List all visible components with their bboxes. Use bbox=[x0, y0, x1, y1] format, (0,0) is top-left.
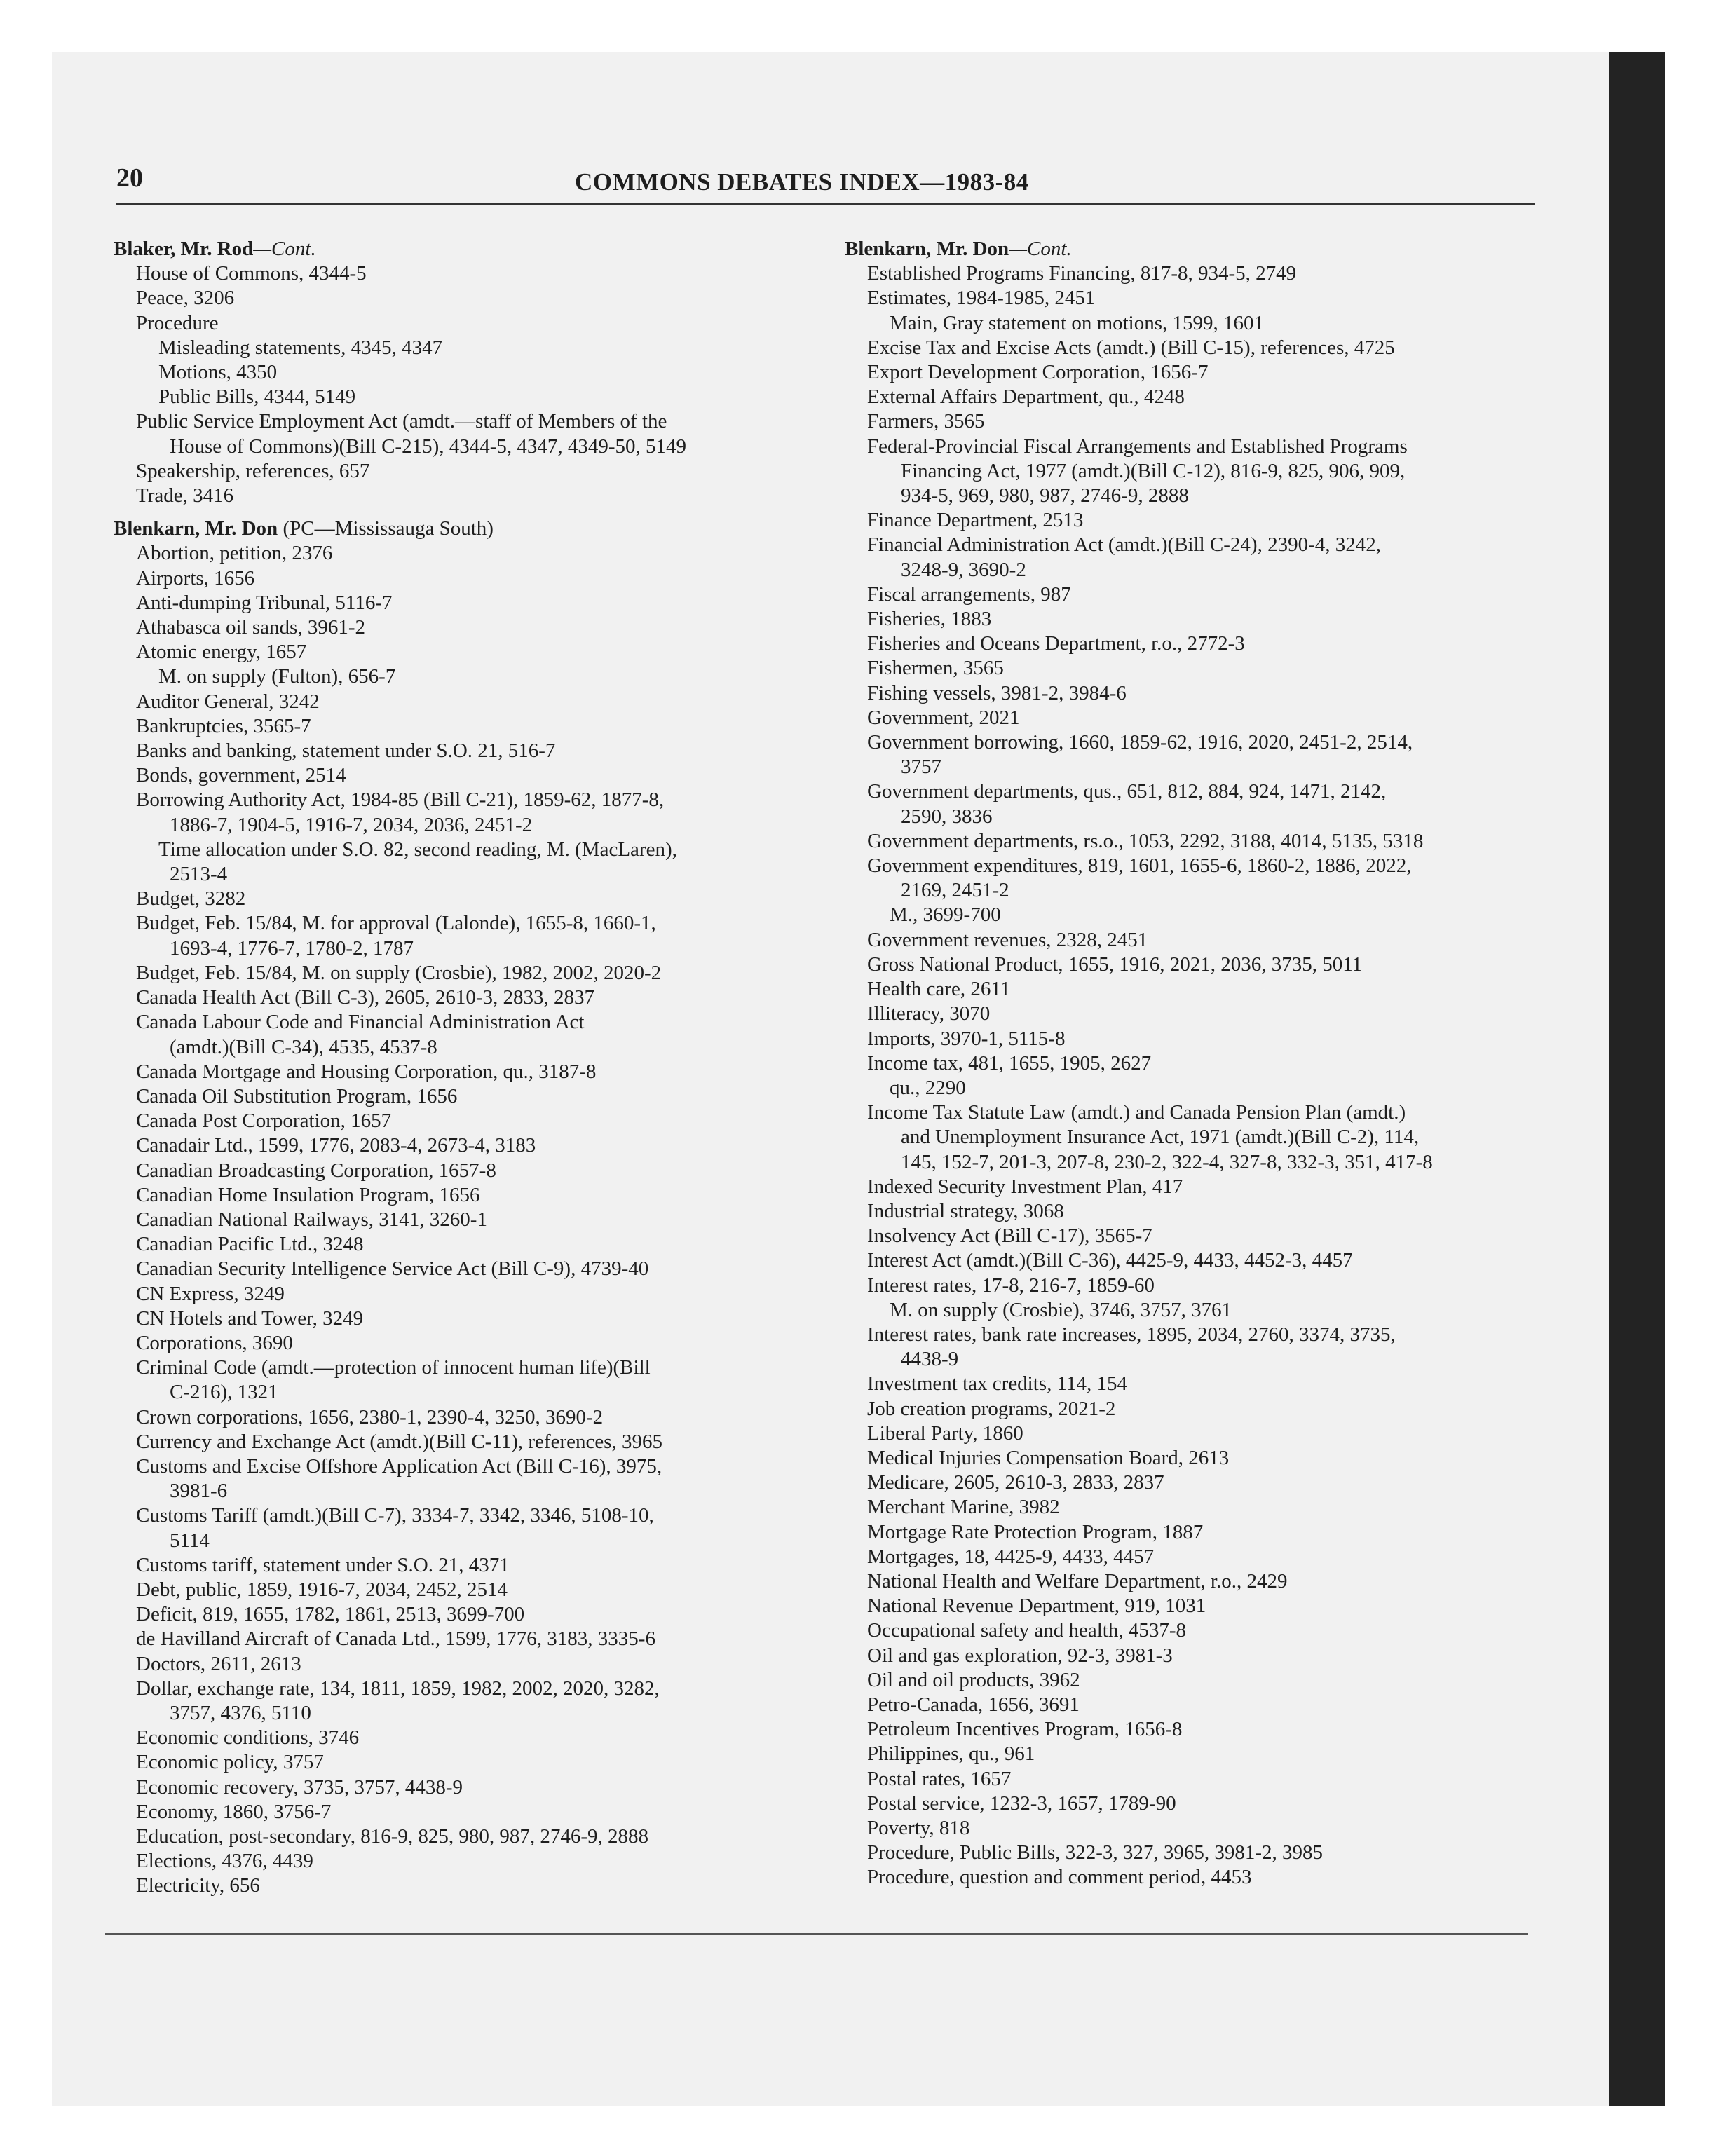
index-entry-continuation: 2513-4 bbox=[170, 863, 228, 886]
index-entry: Oil and oil products, 3962 bbox=[867, 1668, 1080, 1691]
index-entry: CN Hotels and Tower, 3249 bbox=[136, 1306, 364, 1330]
index-entry: Gross National Product, 1655, 1916, 2021, 2036, 3735, 5011 bbox=[867, 953, 1363, 976]
index-entry: Dollar, exchange rate, 134, 1811, 1859, 1982, 2002, 2020, 3282, bbox=[136, 1677, 660, 1700]
page-number: 20 bbox=[116, 163, 143, 193]
index-entry-continuation: (amdt.)(Bill C-34), 4535, 4537-8 bbox=[170, 1035, 437, 1058]
index-entry: Corporations, 3690 bbox=[136, 1331, 293, 1354]
index-entry: Electricity, 656 bbox=[136, 1874, 260, 1897]
index-entry-continuation: 5114 bbox=[170, 1529, 210, 1552]
blenkarn-cont-subentries bbox=[845, 261, 1539, 1890]
index-entry-continuation: 3248-9, 3690-2 bbox=[901, 558, 1026, 581]
index-entry: Mortgages, 18, 4425-9, 4433, 4457 bbox=[867, 1545, 1155, 1568]
index-entry: Government borrowing, 1660, 1859-62, 1916, 2020, 2451-2, 2514, bbox=[867, 731, 1413, 754]
index-entry: Budget, Feb. 15/84, M. on supply (Crosbie), 1982, 2002, 2020-2 bbox=[136, 961, 662, 984]
index-entry: Economic recovery, 3735, 3757, 4438-9 bbox=[136, 1775, 463, 1799]
index-entry: Fishing vessels, 3981-2, 3984-6 bbox=[867, 681, 1127, 704]
index-entry: Crown corporations, 1656, 2380-1, 2390-4, 3250, 3690-2 bbox=[136, 1405, 604, 1428]
index-entry-continuation: 934-5, 969, 980, 987, 2746-9, 2888 bbox=[901, 484, 1189, 507]
index-entry: Income tax, 481, 1655, 1905, 2627 bbox=[867, 1051, 1152, 1074]
index-entry: Currency and Exchange Act (amdt.)(Bill C-11), references, 3965 bbox=[136, 1430, 663, 1453]
index-entry-continuation: 1693-4, 1776-7, 1780-2, 1787 bbox=[170, 936, 414, 960]
index-heading-blenkarn-cont bbox=[845, 237, 1539, 261]
index-entry: Deficit, 819, 1655, 1782, 1861, 2513, 3699-700 bbox=[136, 1603, 525, 1626]
index-entry: Government revenues, 2328, 2451 bbox=[867, 928, 1148, 951]
index-entry: Fisheries, 1883 bbox=[867, 608, 992, 631]
index-subentry: qu., 2290 bbox=[890, 1076, 966, 1099]
heading-cont: —Cont. bbox=[253, 238, 316, 260]
blaker-subentries bbox=[114, 261, 815, 508]
index-entry: Oil and gas exploration, 92-3, 3981-3 bbox=[867, 1644, 1173, 1667]
index-entry: Budget, 3282 bbox=[136, 887, 246, 910]
index-entry-continuation: House of Commons)(Bill C-215), 4344-5, 4347, 4349-50, 5149 bbox=[170, 435, 687, 458]
heading-affiliation: (PC—Mississauga South) bbox=[278, 517, 494, 540]
index-entry: Elections, 4376, 4439 bbox=[136, 1850, 313, 1873]
index-entry: Petro-Canada, 1656, 3691 bbox=[867, 1693, 1080, 1716]
index-entry: Canadian Broadcasting Corporation, 1657-8 bbox=[136, 1159, 496, 1182]
index-entry: Postal rates, 1657 bbox=[867, 1767, 1012, 1790]
header-rule bbox=[116, 203, 1535, 205]
index-entry: Government departments, qus., 651, 812, 884, 924, 1471, 2142, bbox=[867, 780, 1387, 803]
index-entry: Criminal Code (amdt.—protection of innocent human life)(Bill bbox=[136, 1356, 651, 1379]
index-entry: Economy, 1860, 3756-7 bbox=[136, 1800, 332, 1823]
index-entry: Mortgage Rate Protection Program, 1887 bbox=[867, 1520, 1204, 1543]
index-entry: Fishermen, 3565 bbox=[867, 657, 1004, 680]
index-entry: House of Commons, 4344-5 bbox=[136, 262, 367, 285]
index-subentry: Main, Gray statement on motions, 1599, 1601 bbox=[890, 311, 1265, 334]
index-entry-continuation: 1886-7, 1904-5, 1916-7, 2034, 2036, 2451-2 bbox=[170, 813, 533, 836]
heading-name: Blenkarn, Mr. Don bbox=[114, 517, 278, 540]
index-entry-continuation: C-216), 1321 bbox=[170, 1381, 278, 1404]
index-entry: Farmers, 3565 bbox=[867, 410, 985, 433]
index-entry: Canadian Home Insulation Program, 1656 bbox=[136, 1183, 480, 1206]
index-subentry: M. on supply (Crosbie), 3746, 3757, 3761 bbox=[890, 1298, 1232, 1321]
index-entry: Investment tax credits, 114, 154 bbox=[867, 1372, 1128, 1396]
index-subentry: Misleading statements, 4345, 4347 bbox=[158, 336, 443, 359]
index-entry: Philippines, qu., 961 bbox=[867, 1742, 1035, 1766]
index-subentry: Time allocation under S.O. 82, second reading, M. (MacLaren), bbox=[158, 838, 677, 861]
left-column bbox=[114, 237, 815, 1899]
index-entry: Canadian Security Intelligence Service Act (Bill C-9), 4739-40 bbox=[136, 1257, 649, 1281]
index-entry: Estimates, 1984-1985, 2451 bbox=[867, 287, 1096, 310]
index-entry: Canada Health Act (Bill C-3), 2605, 2610-3, 2833, 2837 bbox=[136, 986, 595, 1009]
index-entry: External Affairs Department, qu., 4248 bbox=[867, 386, 1185, 409]
index-entry: Income Tax Statute Law (amdt.) and Canada Pension Plan (amdt.) bbox=[867, 1101, 1406, 1124]
heading-cont: —Cont. bbox=[1009, 238, 1072, 260]
index-entry: Interest rates, bank rate increases, 1895, 2034, 2760, 3374, 3735, bbox=[867, 1323, 1396, 1346]
heading-name: Blenkarn, Mr. Don bbox=[845, 238, 1009, 260]
index-entry: Customs tariff, statement under S.O. 21, 4371 bbox=[136, 1553, 510, 1576]
index-entry: Export Development Corporation, 1656-7 bbox=[867, 361, 1209, 384]
index-entry: Liberal Party, 1860 bbox=[867, 1421, 1023, 1445]
index-entry: Job creation programs, 2021-2 bbox=[867, 1397, 1116, 1420]
index-entry: Canadian Pacific Ltd., 3248 bbox=[136, 1233, 364, 1256]
index-entry: Postal service, 1232-3, 1657, 1789-90 bbox=[867, 1792, 1176, 1815]
index-entry: Fisheries and Oceans Department, r.o., 2772-3 bbox=[867, 632, 1245, 655]
index-entry: Medical Injuries Compensation Board, 2613 bbox=[867, 1446, 1230, 1469]
index-entry: Procedure bbox=[136, 311, 219, 334]
index-entry: Finance Department, 2513 bbox=[867, 509, 1084, 532]
index-subentry: Public Bills, 4344, 5149 bbox=[158, 386, 356, 409]
index-heading-blenkarn bbox=[114, 517, 815, 541]
index-entry: Canada Mortgage and Housing Corporation, qu., 3187-8 bbox=[136, 1060, 597, 1083]
index-entry: Trade, 3416 bbox=[136, 484, 234, 507]
index-entry: Petroleum Incentives Program, 1656-8 bbox=[867, 1718, 1183, 1741]
index-entry: de Havilland Aircraft of Canada Ltd., 1599, 1776, 3183, 3335-6 bbox=[136, 1628, 655, 1651]
index-entry: Poverty, 818 bbox=[867, 1817, 970, 1839]
index-entry: Financial Administration Act (amdt.)(Bill C-24), 2390-4, 3242, bbox=[867, 533, 1381, 557]
index-entry: Interest Act (amdt.)(Bill C-36), 4425-9, 4433, 4452-3, 4457 bbox=[867, 1249, 1353, 1272]
index-entry: Government, 2021 bbox=[867, 706, 1020, 729]
index-entry-continuation: and Unemployment Insurance Act, 1971 (amdt.)(Bill C-2), 114, bbox=[901, 1126, 1420, 1149]
index-entry: Bankruptcies, 3565-7 bbox=[136, 714, 311, 737]
index-entry: Banks and banking, statement under S.O. 21, 516-7 bbox=[136, 739, 556, 763]
index-entry: Federal-Provincial Fiscal Arrangements and Established Programs bbox=[867, 435, 1408, 458]
index-entry: Fiscal arrangements, 987 bbox=[867, 582, 1071, 606]
index-entry: Speakership, references, 657 bbox=[136, 459, 370, 482]
index-entry-continuation: 4438-9 bbox=[901, 1348, 959, 1371]
index-entry: Canada Post Corporation, 1657 bbox=[136, 1110, 392, 1133]
index-entry-continuation: 3757 bbox=[901, 756, 941, 779]
index-entry-continuation: 145, 152-7, 201-3, 207-8, 230-2, 322-4, 327-8, 332-3, 351, 417-8 bbox=[901, 1150, 1433, 1173]
index-entry: Airports, 1656 bbox=[136, 566, 255, 589]
index-entry: Government departments, rs.o., 1053, 2292, 3188, 4014, 5135, 5318 bbox=[867, 829, 1424, 852]
index-subentry: M., 3699-700 bbox=[890, 903, 1001, 927]
index-entry: Established Programs Financing, 817-8, 934-5, 2749 bbox=[867, 262, 1297, 285]
index-entry: Athabasca oil sands, 3961-2 bbox=[136, 616, 365, 639]
right-column bbox=[845, 237, 1539, 1890]
index-entry: Anti-dumping Tribunal, 5116-7 bbox=[136, 591, 393, 614]
index-entry: Interest rates, 17-8, 216-7, 1859-60 bbox=[867, 1274, 1155, 1297]
index-entry: Insolvency Act (Bill C-17), 3565-7 bbox=[867, 1224, 1152, 1248]
index-entry: Procedure, question and comment period, 4453 bbox=[867, 1866, 1252, 1889]
heading-name: Blaker, Mr. Rod bbox=[114, 238, 254, 260]
index-entry: Industrial strategy, 3068 bbox=[867, 1199, 1064, 1222]
index-entry: Imports, 3970-1, 5115-8 bbox=[867, 1027, 1066, 1050]
index-entry: Customs and Excise Offshore Application Act (Bill C-16), 3975, bbox=[136, 1454, 662, 1478]
index-entry: Economic policy, 3757 bbox=[136, 1751, 324, 1774]
index-heading-blaker bbox=[114, 237, 815, 261]
index-entry: National Health and Welfare Department, r.o., 2429 bbox=[867, 1569, 1288, 1592]
index-entry: Doctors, 2611, 2613 bbox=[136, 1652, 301, 1675]
index-entry: Budget, Feb. 15/84, M. for approval (Lalonde), 1655-8, 1660-1, bbox=[136, 912, 656, 935]
index-entry: Health care, 2611 bbox=[867, 978, 1011, 1001]
index-entry-continuation: 3981-6 bbox=[170, 1480, 228, 1503]
scan-edge-band bbox=[1609, 52, 1665, 2106]
index-entry: CN Express, 3249 bbox=[136, 1282, 285, 1305]
index-entry: Bonds, government, 2514 bbox=[136, 764, 346, 787]
index-entry: Canadian National Railways, 3141, 3260-1 bbox=[136, 1208, 487, 1231]
index-subentry: M. on supply (Fulton), 656-7 bbox=[158, 665, 396, 688]
index-entry: Borrowing Authority Act, 1984-85 (Bill C-21), 1859-62, 1877-8, bbox=[136, 789, 665, 812]
blenkarn-subentries bbox=[114, 541, 815, 1898]
index-entry: Illiteracy, 3070 bbox=[867, 1002, 991, 1025]
index-entry: Government expenditures, 819, 1601, 1655-6, 1860-2, 1886, 2022, bbox=[867, 854, 1412, 878]
index-entry-continuation: 2590, 3836 bbox=[901, 805, 993, 828]
index-entry: Procedure, Public Bills, 322-3, 327, 3965, 3981-2, 3985 bbox=[867, 1841, 1324, 1864]
index-entry: Peace, 3206 bbox=[136, 287, 235, 310]
index-entry: Education, post-secondary, 816-9, 825, 980, 987, 2746-9, 2888 bbox=[136, 1825, 649, 1848]
index-entry: Economic conditions, 3746 bbox=[136, 1726, 360, 1749]
index-entry-continuation: Financing Act, 1977 (amdt.)(Bill C-12), 816-9, 825, 906, 909, bbox=[901, 459, 1406, 482]
index-entry: Canadair Ltd., 1599, 1776, 2083-4, 2673-4, 3183 bbox=[136, 1134, 536, 1157]
footer-rule bbox=[105, 1933, 1528, 1935]
index-entry: Customs Tariff (amdt.)(Bill C-7), 3334-7, 3342, 3346, 5108-10, bbox=[136, 1504, 654, 1527]
index-entry: Debt, public, 1859, 1916-7, 2034, 2452, 2514 bbox=[136, 1578, 508, 1601]
index-entry: Medicare, 2605, 2610-3, 2833, 2837 bbox=[867, 1471, 1164, 1494]
index-entry: Excise Tax and Excise Acts (amdt.) (Bill C-15), references, 4725 bbox=[867, 336, 1395, 359]
index-entry: Public Service Employment Act (amdt.—staff of Members of the bbox=[136, 410, 667, 433]
running-title: COMMONS DEBATES INDEX—1983-84 bbox=[575, 168, 1029, 196]
index-entry: Canada Oil Substitution Program, 1656 bbox=[136, 1084, 458, 1107]
index-entry: Occupational safety and health, 4537-8 bbox=[867, 1619, 1186, 1642]
index-entry: Merchant Marine, 3982 bbox=[867, 1496, 1060, 1519]
index-entry: Abortion, petition, 2376 bbox=[136, 542, 333, 565]
index-entry-continuation: 3757, 4376, 5110 bbox=[170, 1701, 311, 1724]
index-entry: Indexed Security Investment Plan, 417 bbox=[867, 1175, 1183, 1198]
index-entry-continuation: 2169, 2451-2 bbox=[901, 879, 1009, 902]
index-entry: Canada Labour Code and Financial Administration Act bbox=[136, 1011, 585, 1034]
index-subentry: Motions, 4350 bbox=[158, 361, 278, 384]
index-entry: Auditor General, 3242 bbox=[136, 690, 320, 713]
index-entry: National Revenue Department, 919, 1031 bbox=[867, 1595, 1206, 1618]
index-entry: Atomic energy, 1657 bbox=[136, 641, 307, 664]
